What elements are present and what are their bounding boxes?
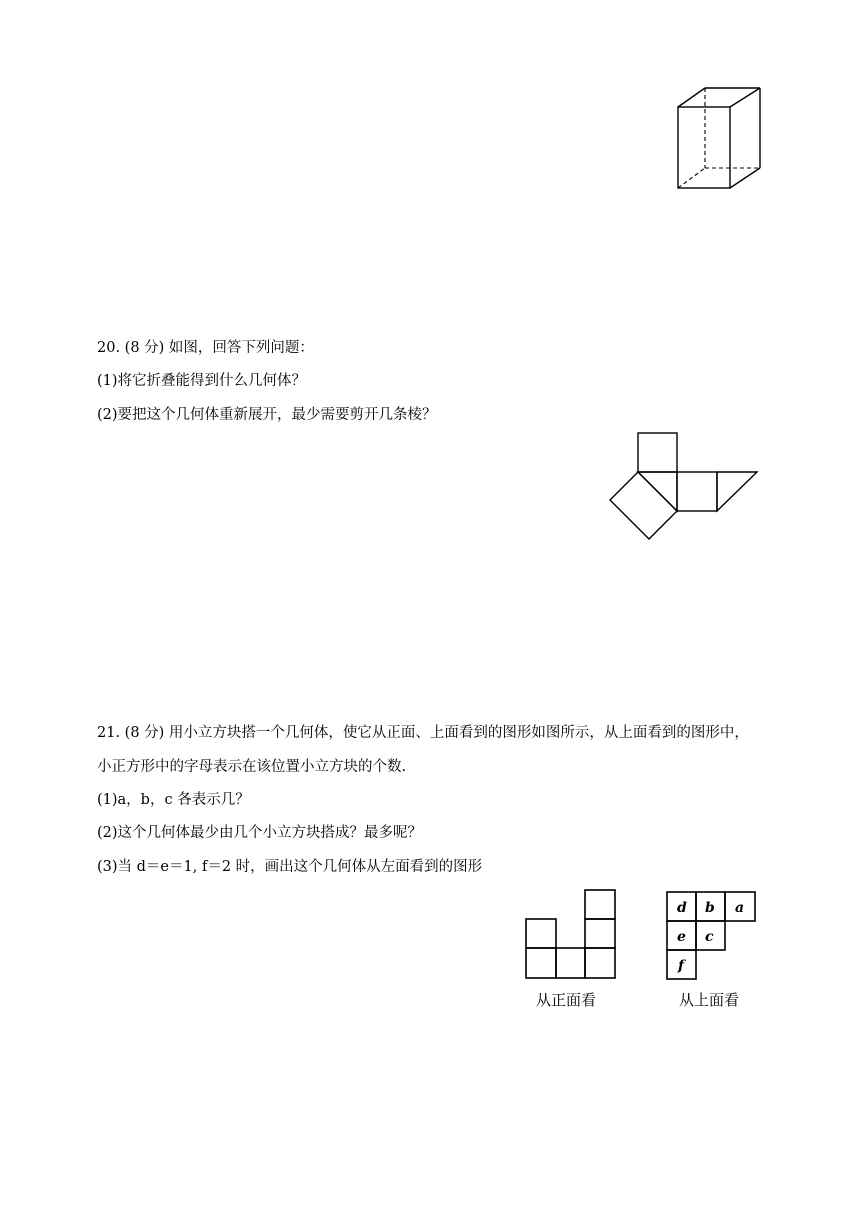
top-letter-f: f bbox=[678, 958, 685, 974]
top-letter-a: a bbox=[735, 900, 745, 916]
top-view-caption: 从上面看 bbox=[679, 991, 740, 1009]
q21-sub2: (2)这个几何体最少由几个小立方块搭成？最多呢？ bbox=[97, 825, 423, 841]
q21-heading-line1: 21. (8 分) 用小立方块搭一个几何体，使它从正面、上面看到的图形如图所示，从上面看到的图形中， bbox=[97, 725, 749, 741]
top-letter-d: d bbox=[677, 900, 687, 916]
q21-heading-line2: 小正方形中的字母表示在该位置小立方块的个数. bbox=[97, 759, 407, 775]
top-letter-e: e bbox=[677, 929, 686, 945]
q21-sub1: (1)a，b，c 各表示几？ bbox=[97, 792, 250, 808]
front-view-figure bbox=[524, 888, 619, 982]
prism-net-figure bbox=[605, 428, 765, 546]
top-letter-b: b bbox=[705, 900, 715, 916]
q20-heading: 20. (8 分) 如图，回答下列问题： bbox=[97, 340, 314, 356]
q20-sub1: (1)将它折叠能得到什么几何体？ bbox=[97, 373, 307, 389]
top-letter-c: c bbox=[705, 929, 714, 945]
q21-sub3: (3)当 d＝e＝1, f＝2 时，画出这个几何体从左面看到的图形 bbox=[97, 859, 483, 875]
top-view-figure bbox=[665, 890, 760, 982]
front-view-caption: 从正面看 bbox=[536, 991, 597, 1009]
q20-sub2: (2)要把这个几何体重新展开，最少需要剪开几条棱？ bbox=[97, 407, 437, 423]
prism-figure bbox=[670, 80, 770, 195]
